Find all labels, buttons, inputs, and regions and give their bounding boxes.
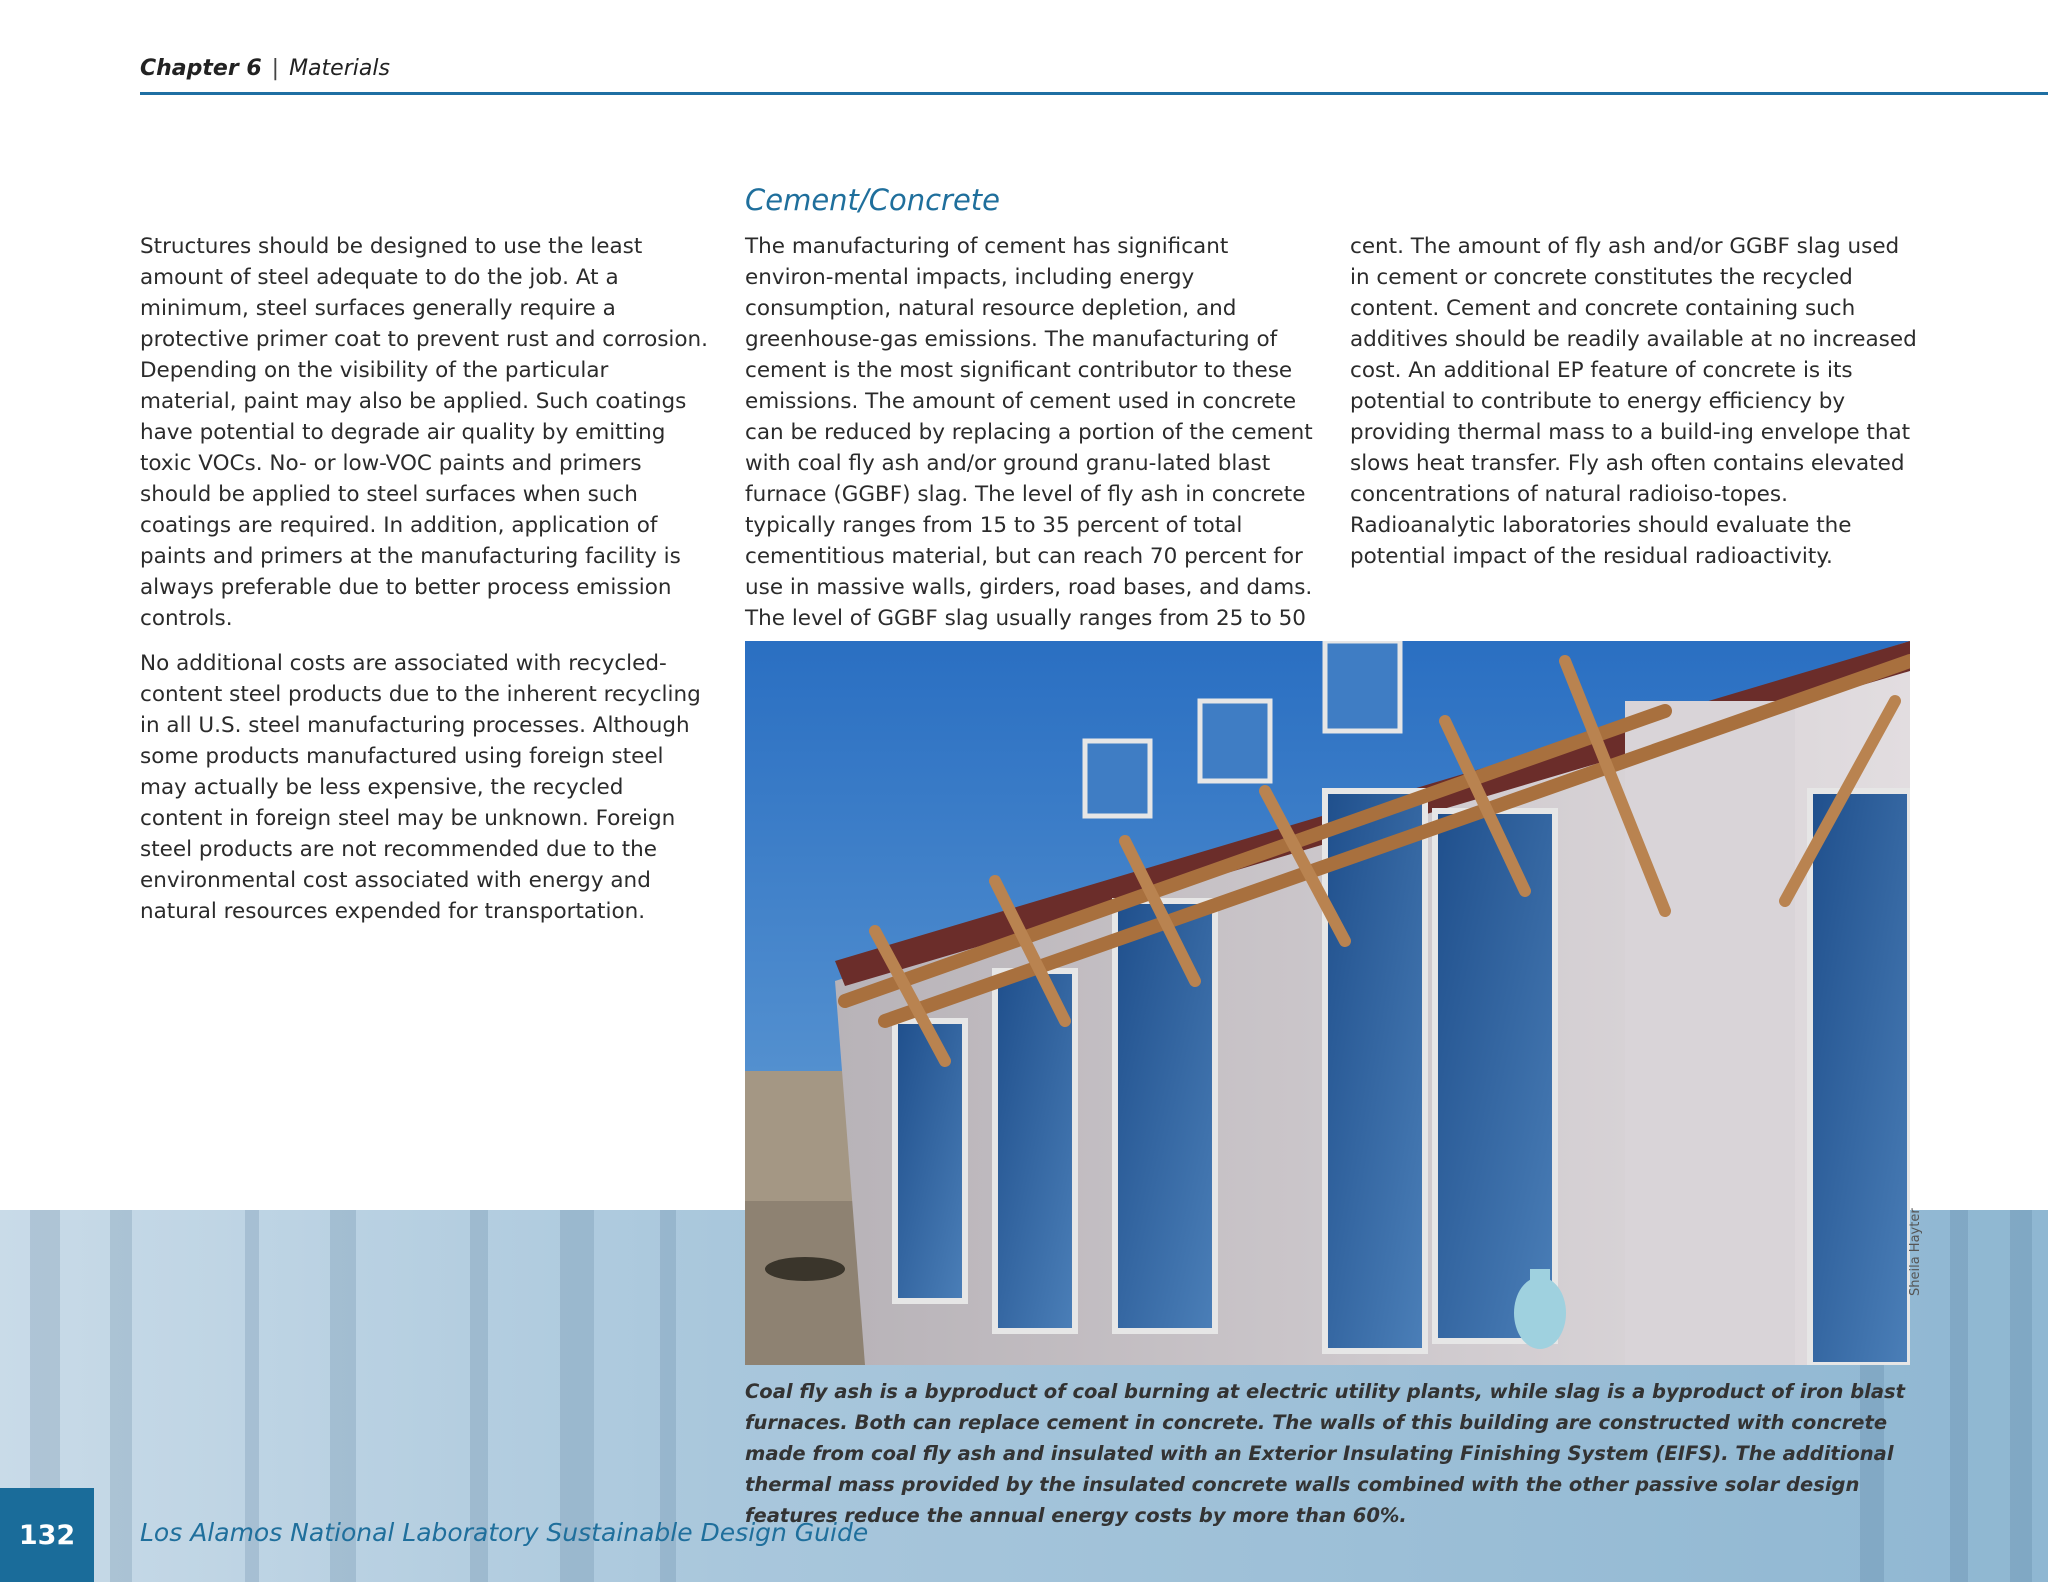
paragraph: The manufacturing of cement has significant environ-mental impacts, including energy consumption, natural resource depletion, and greenhouse-gas emissions. The manufacturing of cement is the most significant contributor to these emissions. The amount of cement used in concrete can be reduced by replacing a portion of the cement with coal fly ash and/or ground granu-lated blast furnace (GGBF) slag. The level of fly ash in concrete typically ranges from 15 to 35 percent of total cementitious material, but can reach 70 percent for use in massive walls, girders, road bases, and dams. The level of GGBF slag usually ranges from 25 to 50 — [745, 234, 1313, 631]
header-separator: | — [271, 56, 280, 81]
building-photo — [745, 641, 1910, 1365]
running-header — [140, 56, 390, 81]
footer-title: Los Alamos National Laboratory Sustainable Design Guide — [140, 1518, 869, 1547]
section-label: Materials — [289, 56, 390, 81]
header-rule — [140, 92, 2048, 95]
paragraph: cent. The amount of fly ash and/or GGBF slag used in cement or concrete constitutes the recycled content. Cement and concrete containing such additives should be readily available at no increased cost. An additional EP feature of concrete is its potential to contribute to energy efficiency by providing thermal mass to a build-ing envelope that slows heat transfer. Fly ash often contains elevated concentrations of natural radioiso-topes. Radioanalytic laboratories should evaluate the potential impact of the residual radioactivity. — [1350, 234, 1917, 569]
chapter-label: Chapter 6 — [140, 56, 262, 81]
photo-credit: Sheila Hayter — [1908, 1208, 1923, 1296]
paragraph: Structures should be designed to use the least amount of steel adequate to do the job. At a minimum, steel surfaces generally require a protective primer coat to prevent rust and corrosion. Depending on the visibility of the particular material, paint may also be applied. Such coatings have potential to degrade air quality by emitting toxic VOCs. No- or low-VOC paints and primers should be applied to steel surfaces when such coatings are required. In addition, application of paints and primers at the manufacturing facility is always preferable due to better process emission controls. — [140, 234, 709, 631]
left-text-column — [140, 231, 710, 941]
paragraph: No additional costs are associated with recycled-content steel products due to the inherent recycling in all U.S. steel manufacturing processes. Although some products manufactured using foreign steel may actually be less expensive, the recycled content in foreign steel may be unknown. Foreign steel products are not recommended due to the environmental cost associated with energy and natural resources expended for transportation. — [140, 651, 701, 924]
middle-text-column — [745, 231, 1317, 679]
section-heading: Cement/Concrete — [745, 183, 1000, 217]
page-number: 132 — [0, 1488, 94, 1582]
photo-caption: Coal fly ash is a byproduct of coal burning at electric utility plants, while slag is a byproduct of iron blast furnaces. Both can replace cement in concrete. The walls of this building are constructed with concrete made from coal fly ash and insulated with an Exterior Insulating Finishing System (EIFS). The additional thermal mass provided by the insulated concrete walls combined with the other passive solar design features reduce the annual energy costs by more than 60%. — [745, 1380, 1905, 1527]
right-text-column — [1350, 231, 1920, 586]
